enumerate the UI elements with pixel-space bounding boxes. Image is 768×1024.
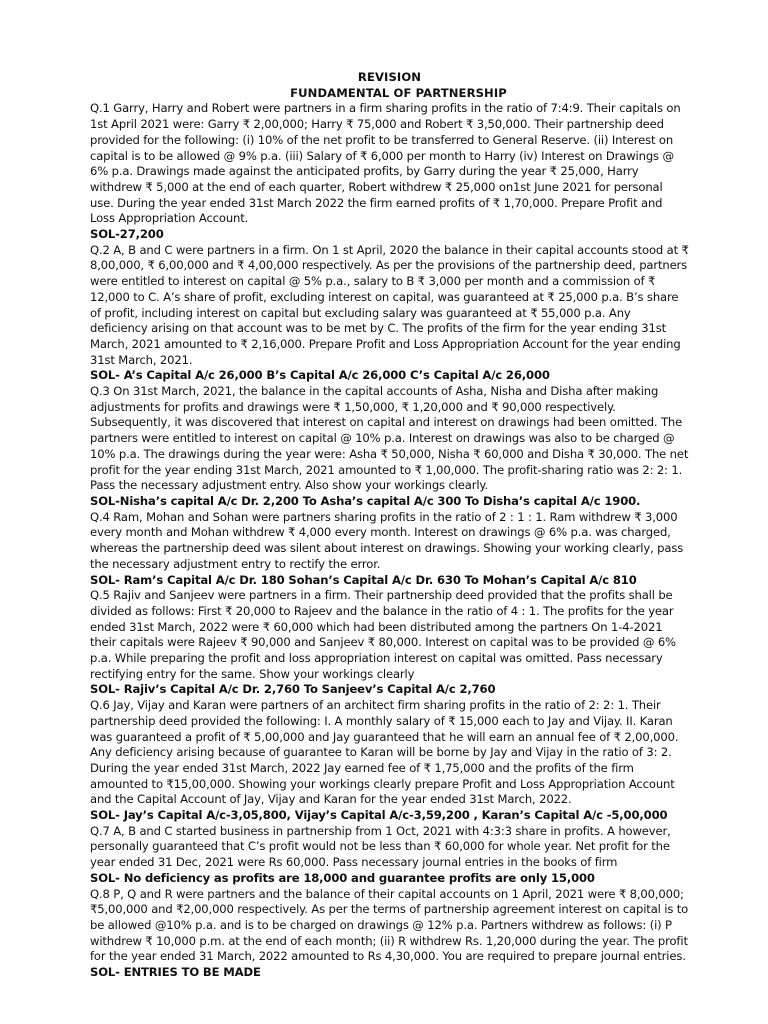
question-text: Q.6 Jay, Vijay and Karan were partners of an architect firm sharing profits in the ratio of 2: 2: 1. Their partnership deed provided the following: I. A monthly salary of ₹ 15,000 each to Jay and Vijay. II. Karan was guaranteed a profit of ₹ 5,00,000 and Jay guaranteed that he will earn an annual fee of ₹ 2,00,000. Any deficiency arising because of guarantee to Karan will be borne by Jay and Vijay in the ratio of 3: 2. During the year ended 31st March, 2022 Jay earned fee of ₹ 1,75,000 and the profits of the firm amounted to ₹15,00,000. Showing your workings clearly prepare Profit and Loss Appropriation Account and the Capital Account of Jay, Vijay and Karan for the year ended 31st March, 2022.	[90, 698, 679, 807]
solution-text: SOL-Nisha’s capital A/c Dr. 2,200 To Asha’s capital A/c 300 To Disha’s capital A/c 1900.	[90, 493, 641, 508]
question-text: Q.8 P, Q and R were partners and the balance of their capital accounts on 1 April, 2021 were ₹ 8,00,000; ₹5,00,000 and ₹2,00,000 respectively. As per the terms of partnership agreement interest on capital is to be allowed @10% p.a. and is to be charged on drawings @ 12% p.a. Partners withdrew as follows: (i) P withdrew ₹ 10,000 p.m. at the end of each month; (ii) R withdrew Rs. 1,20,000 during the year. The profit for the year ended 31 March, 2022 amounted to Rs 4,30,000. You are required to prepare journal entries.	[90, 886, 689, 964]
question-text: Q.3 On 31st March, 2021, the balance in the capital accounts of Asha, Nisha and Disha after making adjustments for profits and drawings were ₹ 1,50,000, ₹ 1,20,000 and ₹ 90,000 respectively. Subsequently, it was discovered that interest on capital and interest on drawings had been omitted. The partners were entitled to interest on capital @ 10% p.a. Interest on drawings was also to be charged @ 10% p.a. The drawings during the year were: Asha ₹ 50,000, Nisha ₹ 60,000 and Disha ₹ 30,000. The net profit for the year ending 31st March, 2021 amounted to ₹ 1,00,000. The profit-sharing ratio was 2: 2: 1. Pass the necessary adjustment entry. Also show your workings clearly.	[90, 384, 689, 493]
document-title: REVISION	[357, 70, 422, 84]
solution-text: SOL- Ram’s Capital A/c Dr. 180 Sohan’s Capital A/c Dr. 630 To Mohan’s Capital A/c 810	[90, 572, 637, 587]
question-text: Q.5 Rajiv and Sanjeev were partners in a firm. Their partnership deed provided that the profits shall be divided as follows: First ₹ 20,000 to Rajeev and the balance in the ratio of 4 : 1. The profits for the year ended 31st March, 2022 were ₹ 60,000 which had been distributed among the partners On 1-4-2021 their capitals were Rajeev ₹ 90,000 and Sanjeev ₹ 80,000. Interest on capital was to be provided @ 6% p.a. While preparing the profit and loss appropriation interest on capital was omitted. Pass necessary rectifying entry for the same. Show your workings clearly	[90, 588, 676, 681]
solution-text: SOL- No deficiency as profits are 18,000 and guarantee profits are only 15,000	[90, 870, 595, 885]
solution-text: SOL-27,200	[90, 227, 164, 242]
solution-text: SOL- Rajiv’s Capital A/c Dr. 2,760 To Sanjeev’s Capital A/c 2,760	[90, 682, 496, 697]
document-body	[90, 101, 689, 980]
question-text: Q.1 Garry, Harry and Robert were partners in a firm sharing profits in the ratio of 7:4:9. Their capitals on 1st April 2021 were: Garry ₹ 2,00,000; Harry ₹ 75,000 and Robert ₹ 3,50,000. Their partnership deed provided for the following: (i) 10% of the net profit to be transferred to General Reserve. (ii) Interest on capital is to be allowed @ 9% p.a. (iii) Salary of ₹ 6,000 per month to Harry (iv) Interest on Drawings @ 6% p.a. Drawings made against the anticipated profits, by Garry during the year ₹ 25,000, Harry withdrew ₹ 5,000 at the end of each quarter, Robert withdrew ₹ 25,000 on1st June 2021 for personal use. During the year ended 31st March 2022 the firm earned profits of ₹ 1,70,000. Prepare Profit and Loss Appropriation Account.	[90, 101, 681, 226]
question-text: Q.4 Ram, Mohan and Sohan were partners sharing profits in the ratio of 2 : 1 : 1. Ram withdrew ₹ 3,000 every month and Mohan withdrew ₹ 4,000 every month. Interest on drawings @ 6% p.a. was charged, whereas the partnership deed was silent about interest on drawings. Showing your working clearly, pass the necessary adjustment entry to rectify the error.	[90, 509, 684, 571]
document-subtitle: FUNDAMENTAL OF PARTNERSHIP	[290, 85, 507, 100]
solution-text: SOL- Jay’s Capital A/c-3,05,800, Vijay’s Capital A/c-3,59,200 , Karan’s Capital A/c -5,00,000	[90, 808, 668, 823]
question-text: Q.2 A, B and C were partners in a firm. On 1 st April, 2020 the balance in their capital accounts stood at ₹ 8,00,000, ₹ 6,00,000 and ₹ 4,00,000 respectively. As per the provisions of the partnership deed, partners were entitled to interest on capital @ 5% p.a., salary to B ₹ 3,000 per month and a commission of ₹ 12,000 to C. A’s share of profit, excluding interest on capital, was guaranteed at ₹ 25,000 p.a. B’s share of profit, including interest on capital but excluding salary was guaranteed at ₹ 55,000 p.a. Any deficiency arising on that account was to be met by C. The profits of the firm for the year ending 31st March, 2021 amounted to ₹ 2,16,000. Prepare Profit and Loss Appropriation Account for the year ending 31st March, 2021.	[90, 242, 689, 367]
solution-text: SOL- ENTRIES TO BE MADE	[90, 965, 261, 980]
solution-text: SOL- A’s Capital A/c 26,000 B’s Capital A/c 26,000 C’s Capital A/c 26,000	[90, 368, 550, 383]
question-text: Q.7 A, B and C started business in partnership from 1 Oct, 2021 with 4:3:3 share in profits. A however, personally guaranteed that C’s profit would not be less than ₹ 60,000 for whole year. Net profit for the year ended 31 Dec, 2021 were Rs 60,000. Pass necessary journal entries in the books of firm	[90, 823, 671, 870]
